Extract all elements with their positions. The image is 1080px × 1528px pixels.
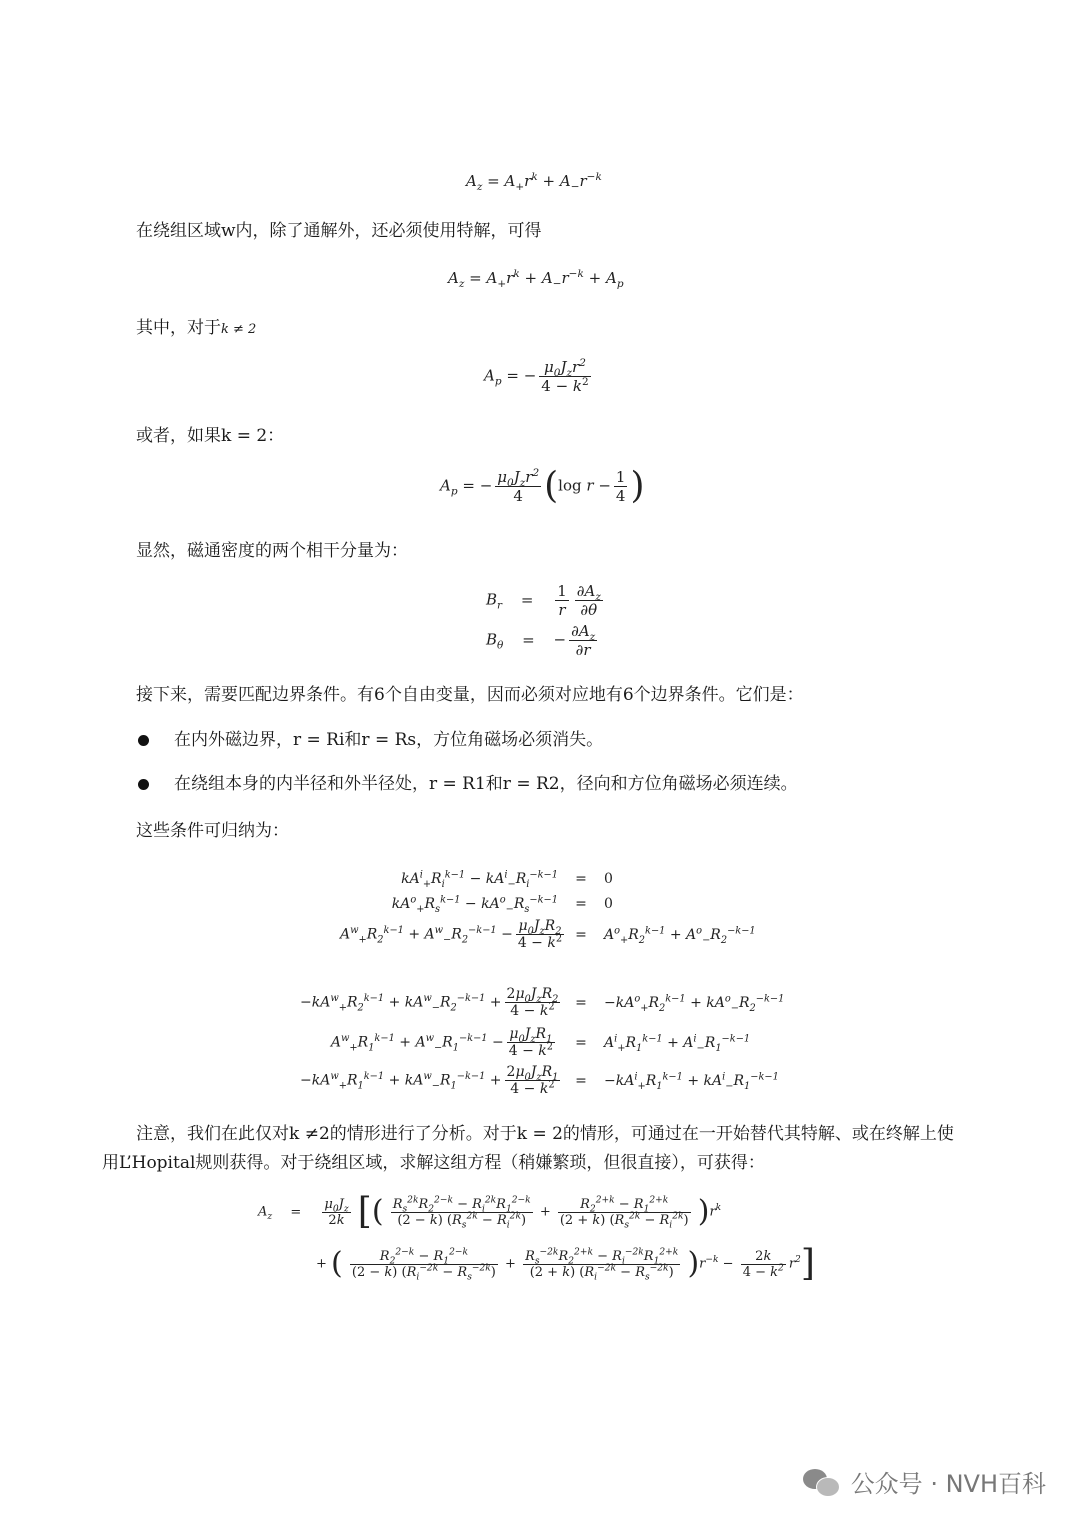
equation-ap-k2: $A_p$ = − $\frac{\mu_0J_zr^2}{4}$ (log r − $\frac{1}{4}$ ) [440,465,645,507]
equation-br: $B_r$ = $\frac{1}{r}$ $\frac{\partial A_z}{\partial\theta}$ [486,582,601,619]
paragraph-2-text: 其中，对于 [136,318,221,338]
wechat-icon [803,1467,841,1497]
paragraph-2 [136,313,256,345]
bc-equation-5: $A^w_+R_1^{k-1} + A^w_-R_1^{-k-1}$ − $\frac{\mu_0J_zR_1}{4 - k^2}$ = $A^i_+R_1^{k-1} + A^i_-R_1^{-k-1}$ [330,1026,751,1059]
watermark-text: 公众号 · NVH百科 [850,1470,1046,1498]
equation-ap: $A_p$ = − $\frac{\mu_0J_zr^2}{4 - k^2}$ [484,357,589,395]
watermark [803,1464,1046,1499]
paragraph-7-line-1: 注意，我们在此仅对k ≠2的情形进行了分析。对于k = 2的情形，可通过在一开始替代其特解、或在终解上使 [136,1124,954,1144]
bc-equation-1: $kA^i_+R_i^{k-1} - kA^i_-R_i^{-k-1}$ = 0 [401,869,613,890]
bullet-item-2: 在绕组本身的内半径和外半径处，r = R1和r = R2，径向和方位角磁场必须连续。 [174,774,798,794]
paragraph-4: 显然，磁通密度的两个相干分量为： [136,541,408,561]
bc-equation-4: $-kA^w_+R_2^{k-1} + kA^w_-R_2^{-k-1}$ + $\frac{2\mu_0J_zR_2}{4 - k^2}$ = $-kA^o_+R_2^{k-1} + kA^o_-R_2^{-k-1}$ [300,986,785,1019]
bc-equation-2: $kA^o_+R_s^{k-1} - kA^o_-R_s^{-k-1}$ = 0 [391,894,613,915]
equation-final-solution-line-2: + ( $\frac{R_2^{2-k} - R_1^{2-k}}{(2 - k) (R_i^{-2k} - R_s^{-2k})}$ + $\frac{R_s^{-2k}R_2^{2+k} - R_i^{-2k}R_1^{2+k}}{(2 + k) (R_i^{-2k} - R_s^{-2k})}$ )$r^{-k}$ − $\frac{2k}{4 - k^2}$ $r^2$] [316,1243,815,1284]
equation-btheta: $B_\theta$ = − $\frac{\partial A_z}{\partial r}$ [486,622,596,659]
bullet-dot-1 [138,735,149,746]
bc-equation-6: $-kA^w_+R_1^{k-1} + kA^w_-R_1^{-k-1}$ + $\frac{2\mu_0J_zR_1}{4 - k^2}$ = $-kA^i_+R_1^{k-1} + kA^i_-R_1^{-k-1}$ [300,1064,779,1097]
paragraph-3: 或者，如果k = 2： [136,426,285,446]
equation-az-general: $A_z = A_+r^k + A_-r^{-k}$ [466,171,602,193]
bullet-dot-2 [138,779,149,790]
equation-final-solution-line-1: $A_z$ = $\frac{\mu_0J_z}{2k}$ [( $\frac{R_s^{2k}R_2^{2-k} - R_i^{2k}R_1^{2-k}}{(2 - k) (R_s^{2k} - R_i^{2k})}$ + $\frac{R_2^{2+k} - R_1^{2+k}}{(2 + k) (R_s^{2k} - R_i^{2k})}$ )$r^k$ [258,1191,722,1232]
paragraph-7-line-2: 用L’Hopital规则获得。对于绕组区域，求解这组方程（稍嫌繁琐，但很直接），可获得： [102,1153,765,1173]
equation-az-winding: $A_z = A_+r^k + A_-r^{-k} + A_p$ [448,268,624,290]
paragraph-5: 接下来，需要匹配边界条件。有6个自由变量，因而必须对应地有6个边界条件。它们是： [136,685,804,705]
paragraph-6: 这些条件可归纳为： [136,821,289,841]
paragraph-1: 在绕组区域w内，除了通解外，还必须使用特解，可得 [136,221,542,241]
bullet-item-1: 在内外磁边界，r = Ri和r = Rs，方位角磁场必须消失。 [174,730,604,750]
condition-k-not-2: k ≠ 2 [221,322,257,337]
bc-equation-3: $A^w_+R_2^{k-1} + A^w_-R_2^{-k-1}$ − $\frac{\mu_0J_zR_2}{4 - k^2}$ = $A^o_+R_2^{k-1} + A^o_-R_2^{-k-1}$ [340,918,756,951]
